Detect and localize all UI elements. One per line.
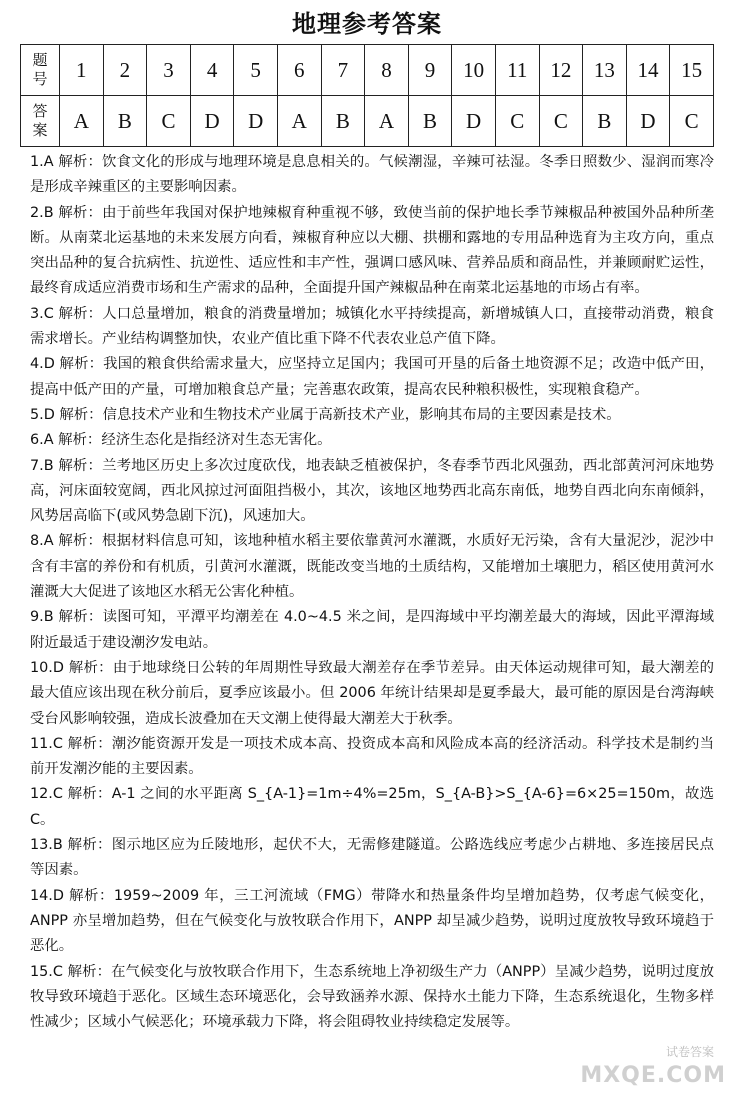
answer-cell: B [583, 96, 627, 147]
solution-item: 2.B 解析：由于前些年我国对保护地辣椒育种重视不够，致使当前的保护地长季节辣椒品种被国外品种所垄断。从南菜北运基地的未来发展方向看，辣椒育种应以大棚、拱棚和露地的专用品种选育为主攻方向，重点突出品种的复合抗病性、抗逆性、适应性和丰产性，强调口感风味、营养品质和商品性，并兼顾耐贮运性，最终育成适应消费市场和生产需求的品种，全面提升国产辣椒品种在南菜北运基地的市场占有率。 [30, 204, 714, 297]
answer-cell: D [626, 96, 670, 147]
solution-item: 11.C 解析：潮汐能资源开发是一项技术成本高、投资成本高和风险成本高的经济活动。科学技术是制约当前开发潮汐能的主要因素。 [30, 735, 714, 778]
question-number-cell: 9 [408, 45, 452, 96]
site-logo: MXQE.COM [580, 1063, 726, 1088]
question-number-cell: 4 [190, 45, 234, 96]
answer-cell: A [60, 96, 104, 147]
answer-cell: A [277, 96, 321, 147]
solution-item: 10.D 解析：由于地球绕日公转的年周期性导致最大潮差存在季节差异。由天体运动规律可知，最大潮差的最大值应该出现在秋分前后，夏季应该最小。但 2006 年统计结果却是夏季最大，最可能的原因是台湾海峡受台风影响较强，造成长波叠加在天文潮上使得最大潮差大于秋季。 [30, 659, 714, 727]
question-number-cell: 1 [60, 45, 104, 96]
logo-caption: 试卷答案 [665, 1045, 714, 1059]
answer-cell: D [190, 96, 234, 147]
answer-cell: C [147, 96, 191, 147]
question-number-cell: 3 [147, 45, 191, 96]
question-number-cell: 11 [495, 45, 539, 96]
solution-item: 15.C 解析：在气候变化与放牧联合作用下，生态系统地上净初级生产力（ANPP）呈减少趋势，说明过度放牧导致环境趋于恶化。区域生态环境恶化，会导致涵养水源、保持水土能力下降，生态系统退化，生物多样性减少；区域小气候恶化；环境承载力下降，将会阻碍牧业持续稳定发展等。 [30, 963, 714, 1031]
question-number-row [21, 45, 714, 96]
answer-cell: B [103, 96, 147, 147]
page-title: 地理参考答案 [292, 9, 442, 38]
question-number-cell: 5 [234, 45, 278, 96]
solution-item: 4.D 解析：我国的粮食供给需求量大，应坚持立足国内；我国可开垦的后备土地资源不足；改造中低产田，提高中低产田的产量，可增加粮食总产量；完善惠农政策，提高农民种粮积极性，实现粮食稳产。 [30, 356, 714, 398]
answer-row [21, 96, 714, 147]
solution-item: 12.C 解析：A-1 之间的水平距离 S_{A-1}=1m÷4%=25m，S_{A-B}>S_{A-6}=6×25=150m，故选 C。 [30, 786, 714, 828]
question-number-cell: 7 [321, 45, 365, 96]
solution-item: 14.D 解析：1959~2009 年，三工河流域（FMG）带降水和热量条件均呈增加趋势，仅考虑气候变化，ANPP 亦呈增加趋势，但在气候变化与放牧联合作用下，ANPP 却呈减少趋势，说明过度放牧导致环境趋于恶化。 [30, 887, 714, 955]
question-number-cell: 8 [365, 45, 409, 96]
answer-cell: C [670, 96, 714, 147]
question-number-header: 题 号 [21, 45, 60, 96]
question-number-cell: 12 [539, 45, 583, 96]
answer-cell: D [234, 96, 278, 147]
question-number-cell: 10 [452, 45, 496, 96]
answer-cell: D [452, 96, 496, 147]
solution-item: 6.A 解析：经济生态化是指经济对生态无害化。 [30, 432, 332, 449]
solution-item: 5.D 解析：信息技术产业和生物技术产业属于高新技术产业，影响其布局的主要因素是技术。 [30, 406, 621, 423]
answer-table [20, 44, 714, 147]
answer-cell: C [495, 96, 539, 147]
solution-item: 9.B 解析：读图可知，平潭平均潮差在 4.0~4.5 米之间，是四海域中平均潮差最大的海域，因此平潭海域附近最适于建设潮汐发电站。 [30, 609, 714, 651]
solution-item: 3.C 解析：人口总量增加，粮食的消费量增加；城镇化水平持续提高，新增城镇人口，直接带动消费，粮食需求增长。产业结构调整加快，农业产值比重下降不代表农业总产值下降。 [30, 305, 714, 348]
solution-list [30, 150, 714, 1035]
solution-item: 13.B 解析：图示地区应为丘陵地形，起伏不大，无需修建隧道。公路选线应考虑少占耕地、多连接居民点等因素。 [30, 837, 714, 879]
question-number-cell: 13 [583, 45, 627, 96]
solution-item: 8.A 解析：根据材料信息可知，该地种植水稻主要依靠黄河水灌溉，水质好无污染，含有大量泥沙，泥沙中含有丰富的养份和有机质，引黄河水灌溉，既能改变当地的土质结构，又能增加土壤肥力，稻区使用黄河水灌溉大大促进了该地区水稻无公害化种植。 [30, 533, 714, 601]
question-number-cell: 6 [277, 45, 321, 96]
answer-header: 答 案 [21, 96, 60, 147]
solution-item: 1.A 解析：饮食文化的形成与地理环境是息息相关的。气候潮湿，辛辣可祛湿。冬季日照数少、湿润而寒冷是形成辛辣重区的主要影响因素。 [30, 154, 714, 196]
question-number-cell: 2 [103, 45, 147, 96]
question-number-cell: 15 [670, 45, 714, 96]
answer-cell: C [539, 96, 583, 147]
question-number-cell: 14 [626, 45, 670, 96]
answer-cell: B [408, 96, 452, 147]
answer-cell: B [321, 96, 365, 147]
answer-cell: A [365, 96, 409, 147]
solution-item: 7.B 解析：兰考地区历史上多次过度砍伐，地表缺乏植被保护，冬春季节西北风强劲，西北部黄河河床地势高，河床面较宽阔，西北风掠过河面阻挡极小，其次，该地区地势西北高东南低，地势自西北向东南倾斜，风势居高临下(或风势急剧下沉)，风速加大。 [30, 457, 714, 525]
